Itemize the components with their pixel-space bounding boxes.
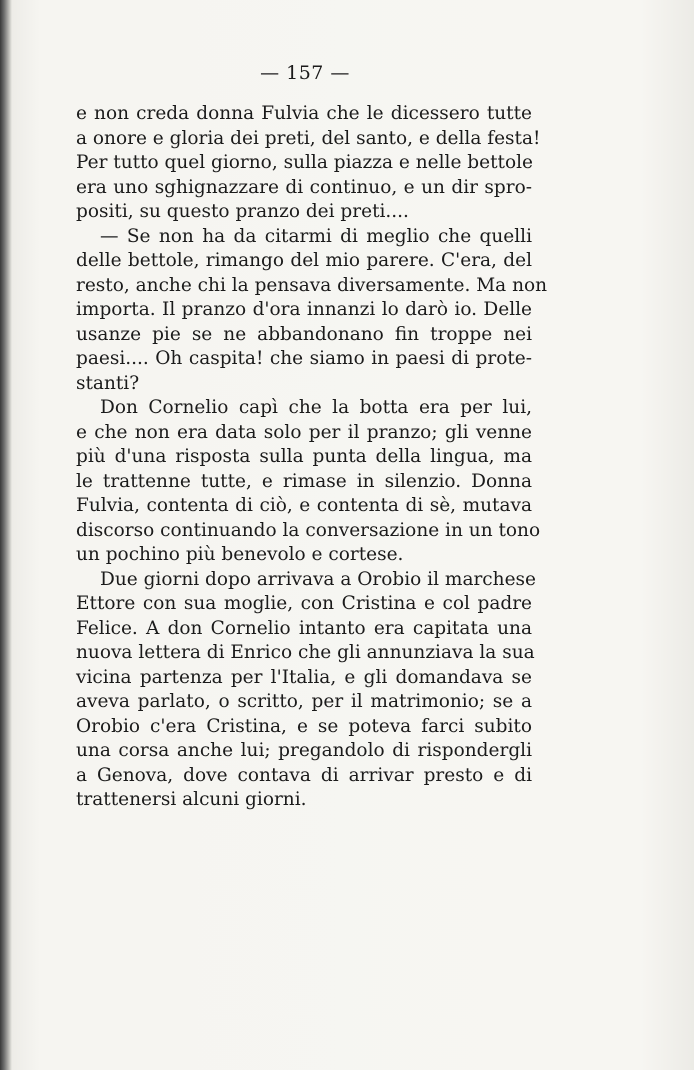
body-text — [76, 102, 548, 813]
text-line: importa. Il pranzo d'ora innanzi lo darò io. Delle — [76, 299, 532, 320]
text-line: positi, su questo pranzo dei preti.... — [76, 201, 409, 222]
text-line: stanti? — [76, 372, 140, 394]
text-line: discorso continuando la conversazione in un tono — [76, 519, 541, 541]
text-line: e che non era data solo per il pranzo; gli venne — [76, 421, 532, 443]
text-line: una corsa anche lui; pregandolo di rispondergli — [76, 740, 532, 761]
text-line: trattenersi alcuni giorni. — [76, 789, 307, 810]
text-line: — Se non ha da citarmi di meglio che quelli — [100, 225, 532, 247]
text-line: un pochino più benevolo e cortese. — [76, 544, 404, 565]
text-line: Felice. A don Cornelio intanto era capitata una — [76, 617, 532, 639]
text-line: aveva parlato, o scritto, per il matrimonio; se a — [76, 691, 532, 712]
text-line: Ettore con sua moglie, con Cristina e col padre — [76, 593, 532, 614]
binding-edge — [0, 0, 12, 1070]
text-line: nuova lettera di Enrico che gli annunziava la sua — [76, 642, 535, 663]
text-line: era uno sghignazzare di continuo, e un dir spro- — [76, 176, 532, 198]
text-line: più d'una risposta sulla punta della lingua, ma — [76, 446, 532, 467]
text-line: Due giorni dopo arrivava a Orobio il marchese — [100, 568, 536, 590]
text-line: paesi.... Oh caspita! che siamo in paesi di prote- — [76, 348, 532, 369]
text-line: resto, anche chi la pensava diversamente. Ma non — [76, 274, 548, 296]
text-line: usanze pie se ne abbandonano fin troppe nei — [76, 323, 532, 345]
text-line: le trattenne tutte, e rimase in silenzio. Donna — [76, 470, 532, 492]
text-line: Don Cornelio capì che la botta era per lui, — [100, 397, 532, 418]
text-line: a Genova, dove contava di arrivar presto e di — [76, 764, 532, 786]
text-line: a onore e gloria dei preti, del santo, e della festa! — [76, 127, 541, 149]
text-line: delle bettole, rimango del mio parere. C'era, del — [76, 250, 532, 271]
text-line: e non creda donna Fulvia che le dicessero tutte — [76, 103, 532, 124]
text-line: vicina partenza per l'Italia, e gli domandava se — [76, 666, 532, 688]
text-line: Orobio c'era Cristina, e se poteva farci subito — [76, 715, 532, 737]
text-line: Per tutto quel giorno, sulla piazza e nelle bettole — [76, 152, 533, 173]
page-number: — 157 — — [260, 62, 350, 84]
text-line: Fulvia, contenta di ciò, e contenta di sè, mutava — [76, 495, 532, 516]
